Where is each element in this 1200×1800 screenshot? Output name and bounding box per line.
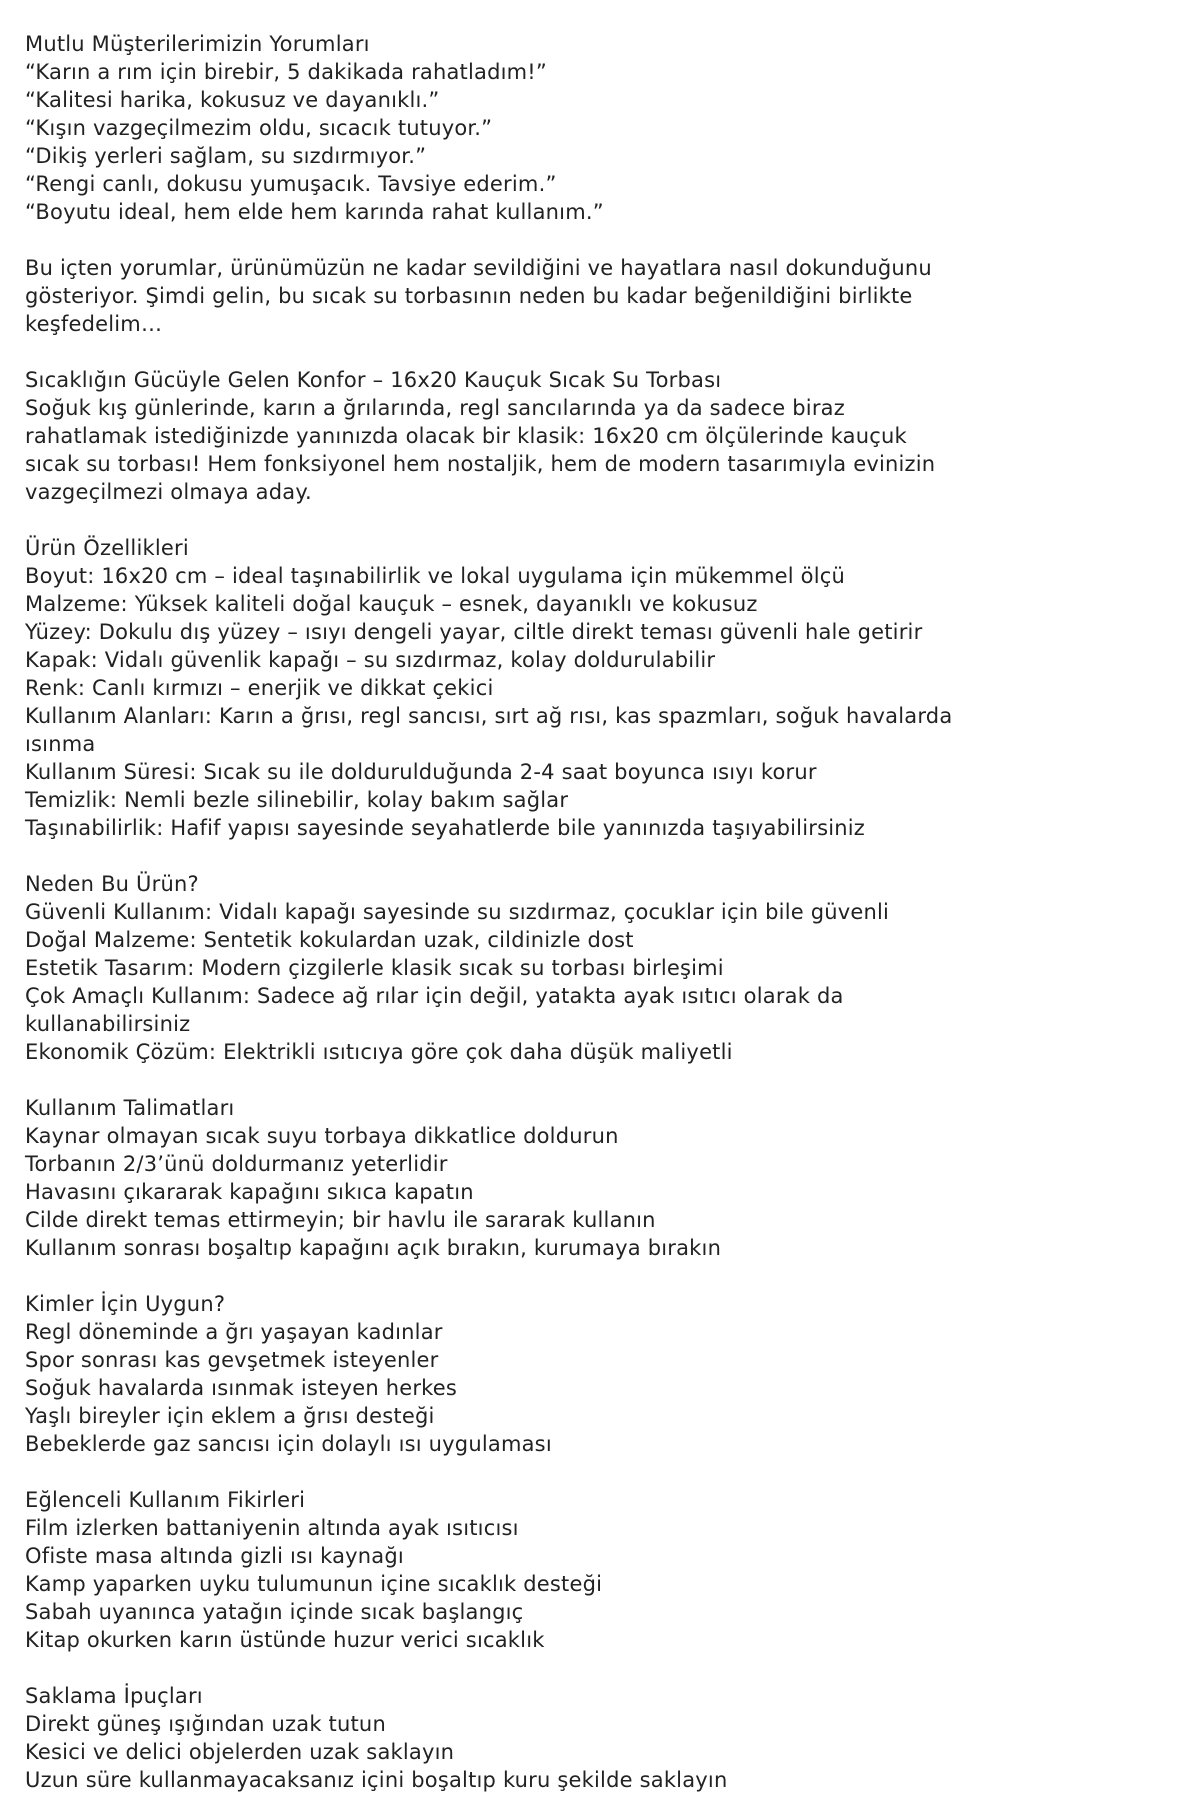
text-line: Cilde direkt temas ettirmeyin; bir havlu ile sararak kullanın <box>25 1208 656 1232</box>
text-line: “Karın a rım için birebir, 5 dakikada rahatladım!” <box>25 60 548 84</box>
text-line: Ekonomik Çözüm: Elektrikli ısıtıcıya göre çok daha düşük maliyetli <box>25 1040 733 1064</box>
text-line: Regl döneminde a ğrı yaşayan kadınlar <box>25 1320 443 1344</box>
text-line: “Kalitesi harika, kokusuz ve dayanıklı.” <box>25 88 440 112</box>
text-line: Bu içten yorumlar, ürünümüzün ne kadar sevildiğini ve hayatlara nasıl dokunduğunu <box>25 256 932 280</box>
text-line: Renk: Canlı kırmızı – enerjik ve dikkat çekici <box>25 676 494 700</box>
text-line: “Boyutu ideal, hem elde hem karında rahat kullanım.” <box>25 200 604 224</box>
text-section-why-this-product <box>25 870 1180 1066</box>
text-line: “Dikiş yerleri sağlam, su sızdırmıyor.” <box>25 144 427 168</box>
text-line: Taşınabilirlik: Hafif yapısı sayesinde seyahatlerde bile yanınızda taşıyabilirsiniz <box>25 816 866 840</box>
text-line: Kimler İçin Uygun? <box>25 1292 226 1316</box>
text-line: Sabah uyanınca yatağın içinde sıcak başlangıç <box>25 1600 524 1624</box>
text-line: Yüzey: Dokulu dış yüzey – ısıyı dengeli yayar, ciltle direkt teması güvenli hale getirir <box>25 620 923 644</box>
text-section-product-overview <box>25 366 1180 506</box>
text-line: Temizlik: Nemli bezle silinebilir, kolay bakım sağlar <box>25 788 569 812</box>
text-line: “Rengi canlı, dokusu yumuşacık. Tavsiye ederim.” <box>25 172 557 196</box>
text-section-who-is-it-for <box>25 1290 1180 1458</box>
text-line: Güvenli Kullanım: Vidalı kapağı sayesinde su sızdırmaz, çocuklar için bile güvenli <box>25 900 890 924</box>
text-section-customer-reviews <box>25 30 1180 226</box>
text-line: Mutlu Müşterilerimizin Yorumları <box>25 32 370 56</box>
text-line: Kitap okurken karın üstünde huzur verici sıcaklık <box>25 1628 545 1652</box>
text-line: Havasını çıkararak kapağını sıkıca kapatın <box>25 1180 474 1204</box>
text-line: Soğuk havalarda ısınmak isteyen herkes <box>25 1376 458 1400</box>
text-line: keşfedelim… <box>25 312 163 336</box>
text-line: Sıcaklığın Gücüyle Gelen Konfor – 16x20 Kauçuk Sıcak Su Torbası <box>25 368 722 392</box>
text-line: Kullanım Talimatları <box>25 1096 235 1120</box>
text-line: Eğlenceli Kullanım Fikirleri <box>25 1488 306 1512</box>
text-line: Film izlerken battaniyenin altında ayak ısıtıcısı <box>25 1516 519 1540</box>
text-line: kullanabilirsiniz <box>25 1012 191 1036</box>
text-section-usage-instructions <box>25 1094 1180 1262</box>
text-line: rahatlamak istediğinizde yanınızda olacak bir klasik: 16x20 cm ölçülerinde kauçuk <box>25 424 907 448</box>
text-section-fun-usage-ideas <box>25 1486 1180 1654</box>
text-line: vazgeçilmezi olmaya aday. <box>25 480 312 504</box>
text-line: “Kışın vazgeçilmezim oldu, sıcacık tutuyor.” <box>25 116 493 140</box>
text-line: Kullanım Alanları: Karın a ğrısı, regl sancısı, sırt ağ rısı, kas spazmları, soğuk havalarda <box>25 704 953 728</box>
text-section-intro-paragraph <box>25 254 1180 338</box>
text-line: Torbanın 2/3’ünü doldurmanız yeterlidir <box>25 1152 448 1176</box>
text-line: Soğuk kış günlerinde, karın a ğrılarında, regl sancılarında ya da sadece biraz <box>25 396 845 420</box>
text-line: sıcak su torbası! Hem fonksiyonel hem nostaljik, hem de modern tasarımıyla evinizin <box>25 452 936 476</box>
text-line: ısınma <box>25 732 96 756</box>
text-line: Malzeme: Yüksek kaliteli doğal kauçuk – esnek, dayanıklı ve kokusuz <box>25 592 758 616</box>
text-line: Ofiste masa altında gizli ısı kaynağı <box>25 1544 404 1568</box>
text-line: Kamp yaparken uyku tulumunun içine sıcaklık desteği <box>25 1572 603 1596</box>
text-line: Boyut: 16x20 cm – ideal taşınabilirlik ve lokal uygulama için mükemmel ölçü <box>25 564 846 588</box>
text-line: Kaynar olmayan sıcak suyu torbaya dikkatlice doldurun <box>25 1124 619 1148</box>
text-line: Spor sonrası kas gevşetmek isteyenler <box>25 1348 439 1372</box>
text-line: Bebeklerde gaz sancısı için dolaylı ısı uygulaması <box>25 1432 552 1456</box>
text-line: Doğal Malzeme: Sentetik kokulardan uzak, cildinizle dost <box>25 928 634 952</box>
text-line: Kapak: Vidalı güvenlik kapağı – su sızdırmaz, kolay doldurulabilir <box>25 648 716 672</box>
text-line: Kesici ve delici objelerden uzak saklayın <box>25 1740 455 1764</box>
text-line: Estetik Tasarım: Modern çizgilerle klasik sıcak su torbası birleşimi <box>25 956 724 980</box>
text-section-storage-tips <box>25 1682 1180 1794</box>
text-line: Direkt güneş ışığından uzak tutun <box>25 1712 386 1736</box>
text-line: Uzun süre kullanmayacaksanız içini boşaltıp kuru şekilde saklayın <box>25 1768 728 1792</box>
text-section-product-features <box>25 534 1180 842</box>
text-line: Kullanım Süresi: Sıcak su ile doldurulduğunda 2-4 saat boyunca ısıyı korur <box>25 760 817 784</box>
text-line: Kullanım sonrası boşaltıp kapağını açık bırakın, kurumaya bırakın <box>25 1236 722 1260</box>
text-line: Çok Amaçlı Kullanım: Sadece ağ rılar için değil, yatakta ayak ısıtıcı olarak da <box>25 984 844 1008</box>
text-line: Neden Bu Ürün? <box>25 872 199 896</box>
text-line: gösteriyor. Şimdi gelin, bu sıcak su torbasının neden bu kadar beğenildiğini birlikte <box>25 284 913 308</box>
text-line: Yaşlı bireyler için eklem a ğrısı desteği <box>25 1404 435 1428</box>
text-line: Ürün Özellikleri <box>25 536 189 560</box>
text-line: Saklama İpuçları <box>25 1684 203 1708</box>
